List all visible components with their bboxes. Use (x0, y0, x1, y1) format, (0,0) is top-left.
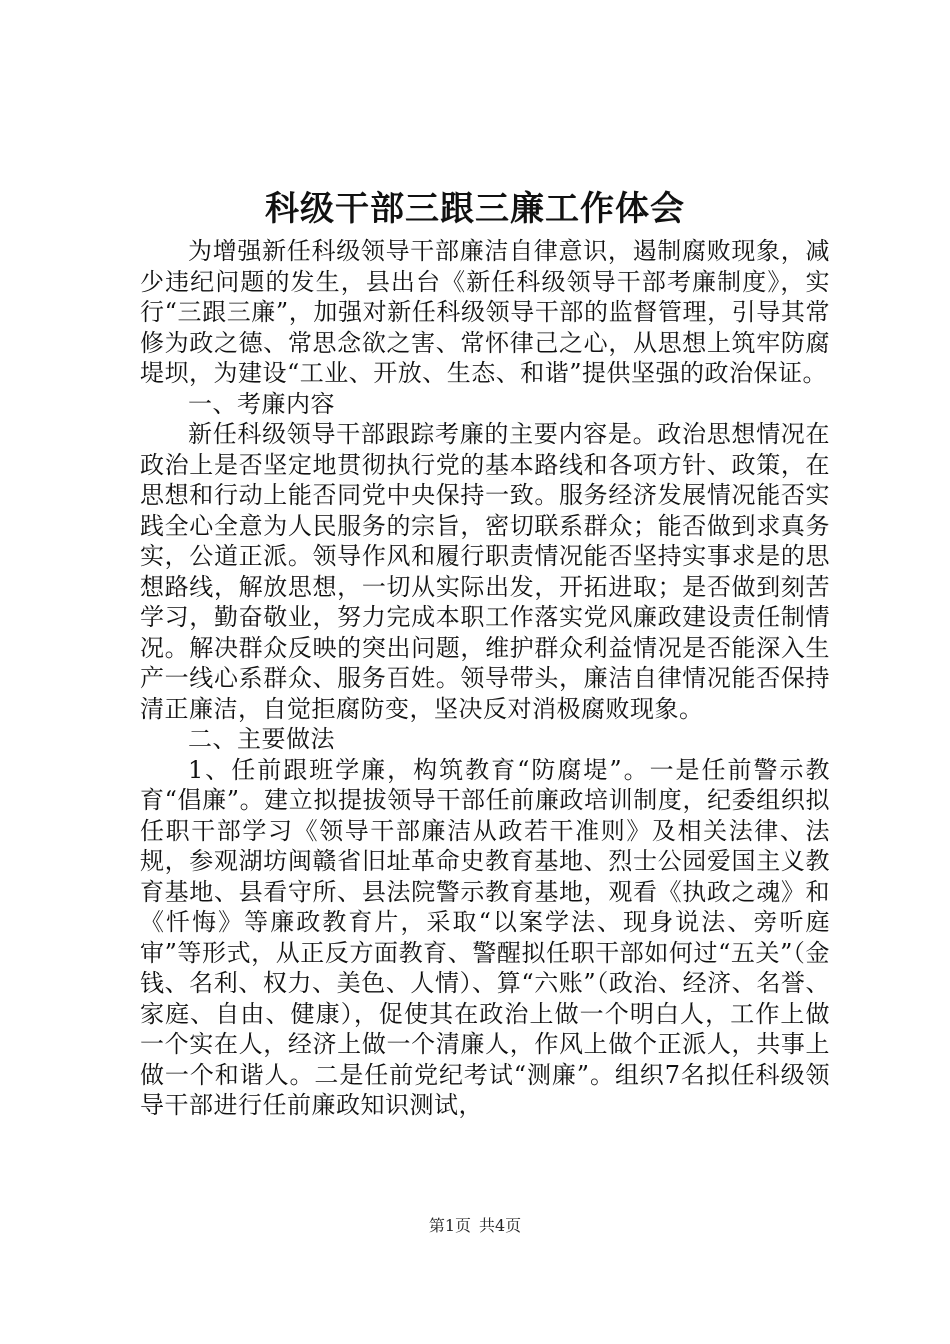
page-footer (0, 1216, 950, 1236)
paragraph-content: 新任科级领导干部跟踪考廉的主要内容是。政治思想情况在政治上是否坚定地贯彻执行党的基本路线和各项方针、政策，在思想和行动上能否同党中央保持一致。服务经济发展情况能否实践全心全意为人民服务的宗旨，密切联系群众；能否做到求真务实，公道正派。领导作风和履行职责情况能否坚持实事求是的思想路线，解放思想，一切从实际出发，开拓进取；是否做到刻苦学习，勤奋敬业，努力完成本职工作落实党风廉政建设责任制情况。解决群众反映的突出问题，维护群众利益情况是否能深入生产一线心系群众、服务百姓。领导带头，廉洁自律情况能否保持清正廉洁，自觉拒腐防变，坚决反对消极腐败现象。 (140, 420, 830, 723)
paragraph-intro: 为增强新任科级领导干部廉洁自律意识，遏制腐败现象，减少违纪问题的发生，县出台《新任科级领导干部考廉制度》，实行“三跟三廉”，加强对新任科级领导干部的监督管理，引导其常修为政之德、常思念欲之害、常怀律己之心，从思想上筑牢防腐堤坝，为建设“工业、开放、生态、和谐”提供坚强的政治保证。 (140, 237, 830, 387)
section-heading-methods: 二、主要做法 (188, 725, 335, 753)
section-heading-content: 一、考廉内容 (188, 389, 335, 418)
document-title: 科级干部三跟三廉工作体会 (265, 189, 685, 229)
paragraph-methods: 1、任前跟班学廉，构筑教育“防腐堤”。一是任前警示教育“倡廉”。建立拟提拔领导干部任前廉政培训制度，纪委组织拟任职干部学习《领导干部廉洁从政若干准则》及相关法律、法规，参观湖坊闽赣省旧址革命史教育基地、烈士公园爱国主义教育基地、县看守所、县法院警示教育基地，观看《执政之魂》和《忏悔》等廉政教育片，采取“以案学法、现身说法、旁听庭审”等形式，从正反方面教育、警醒拟任职干部如何过“五关”（金钱、名利、权力、美色、人情）、算“六账”（政治、经济、名誉、家庭、自由、健康），促使其在政治上做一个明白人，工作上做一个实在人，经济上做一个清廉人，作风上做个正派人，共事上做一个和谐人。二是任前党纪考试“测廉”。组织7名拟任科级领导干部进行任前廉政知识测试， (140, 755, 830, 1119)
page-number: 第1页 (428, 1216, 471, 1235)
document-body (140, 236, 830, 1121)
page-total: 共4页 (479, 1216, 522, 1235)
